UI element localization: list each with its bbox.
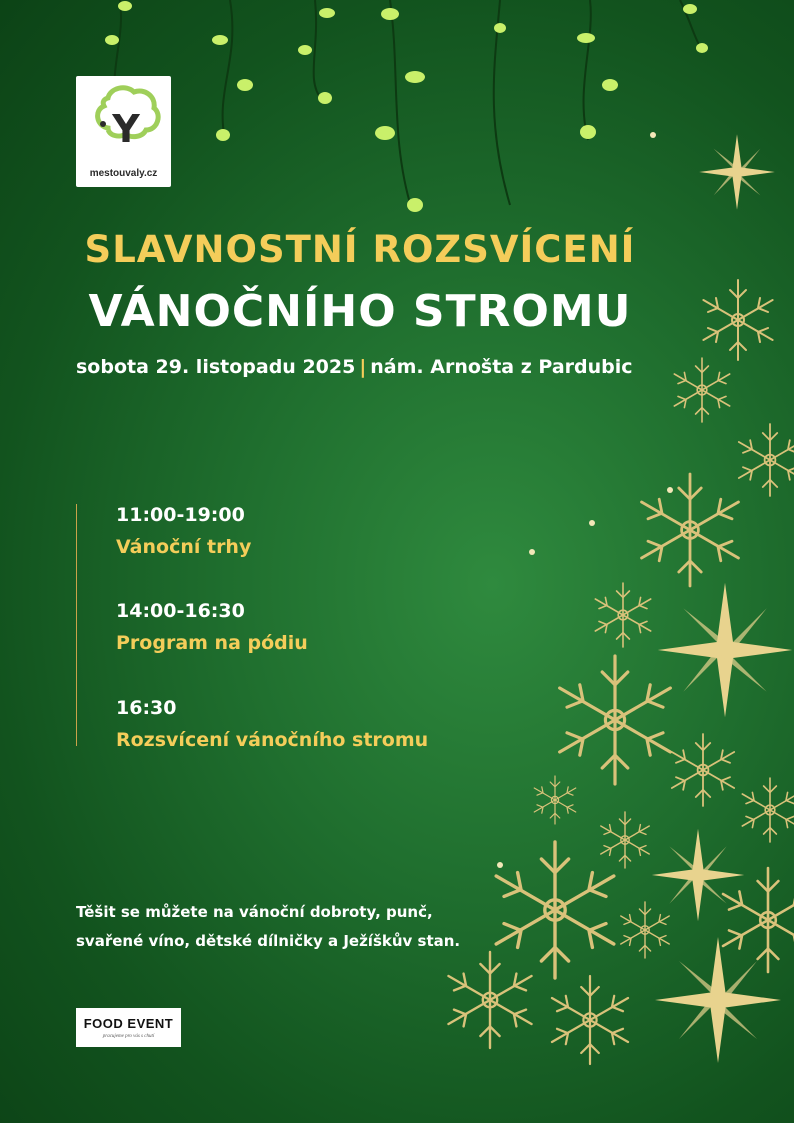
- note-line: Těšit se můžete na vánoční dobroty, punč,: [76, 903, 433, 921]
- event-subtitle: [76, 356, 656, 378]
- program-time: 11:00-19:00: [116, 504, 245, 526]
- program-slot: [116, 504, 251, 558]
- subtitle-separator: |: [359, 356, 367, 378]
- title-line-2: VÁNOČNÍHO STROMU: [88, 286, 632, 337]
- program-schedule: [76, 504, 429, 751]
- event-date: sobota 29. listopadu 2025: [76, 356, 356, 378]
- note-line: svařené víno, dětské dílničky a Ježíškův stan.: [76, 932, 461, 950]
- program-label: Rozsvícení vánočního stromu: [116, 729, 429, 751]
- sponsor-name: FOOD EVENT: [83, 1016, 174, 1031]
- program-time: 16:30: [116, 697, 177, 719]
- logo-letter: Y: [112, 107, 140, 151]
- program-label: Vánoční trhy: [116, 536, 252, 558]
- program-time: 14:00-16:30: [116, 600, 245, 622]
- city-logo[interactable]: [76, 76, 171, 187]
- tree-logo-icon: [86, 84, 161, 156]
- sponsor-logo[interactable]: [76, 1008, 181, 1047]
- program-label: Program na pódiu: [116, 632, 308, 654]
- event-note: [76, 898, 496, 956]
- title-line-1: SLAVNOSTNÍ ROZSVÍCENÍ: [84, 228, 636, 271]
- logo-text: mestouvaly.cz: [89, 168, 158, 179]
- program-slot: [116, 600, 308, 654]
- program-slot: [116, 697, 428, 751]
- sponsor-tagline: pracujeme pro vás s chutí: [102, 1034, 155, 1039]
- event-place: nám. Arnošta z Pardubic: [370, 356, 633, 378]
